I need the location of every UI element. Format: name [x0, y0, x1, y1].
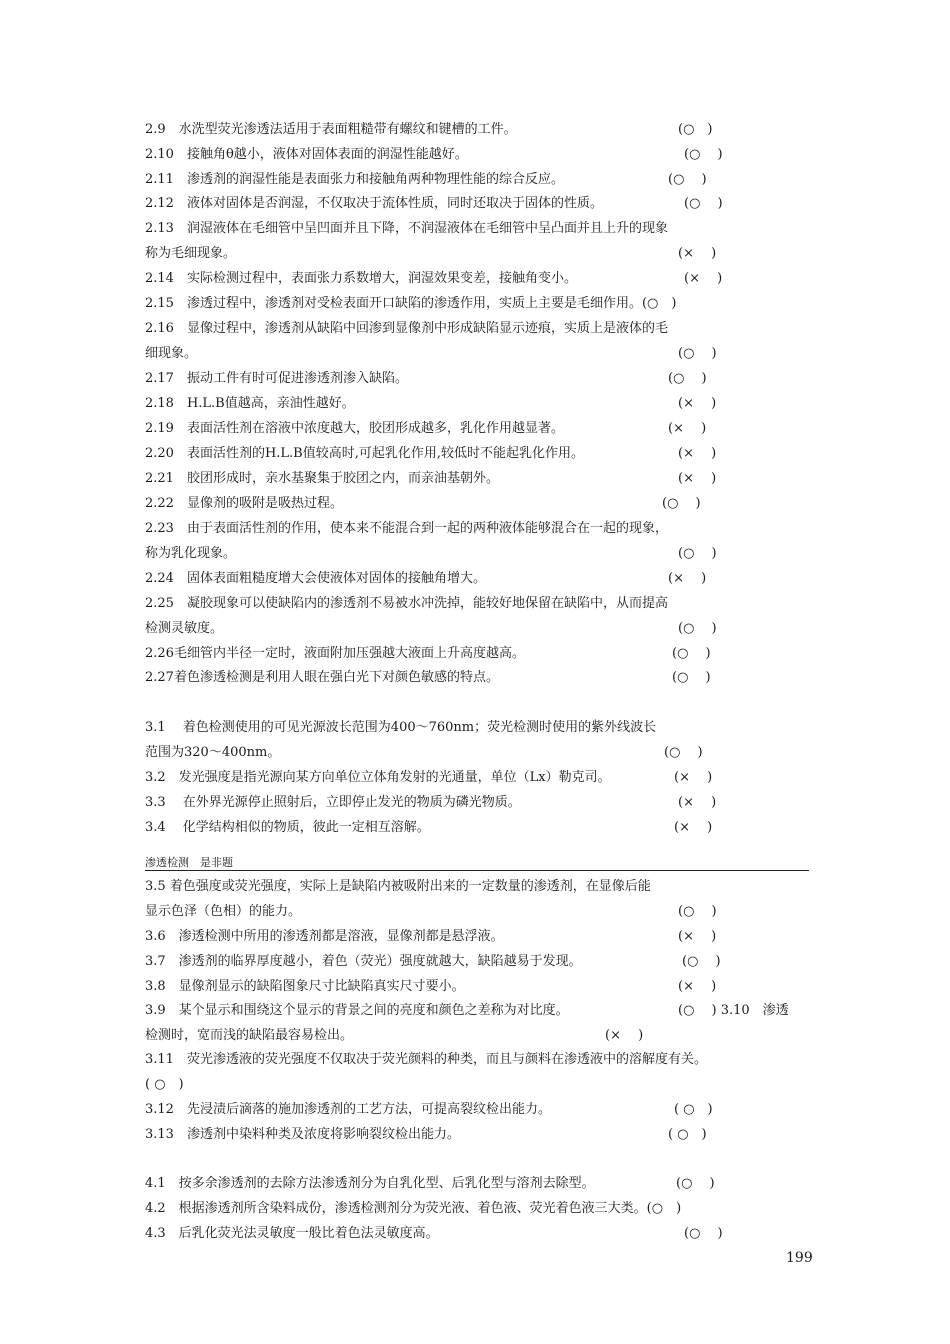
statement-text: 3.7 渗透剂的临界厚度越小，着色（荧光）强度就越大，缺陷越易于发现。 — [145, 954, 582, 969]
answer-mark: (○ ) 3.10 渗透 — [678, 1003, 789, 1018]
statement-text: 称为毛细现象。 — [145, 246, 237, 261]
answer-mark: (× ) — [678, 795, 717, 810]
answer-mark: (○ ) — [682, 954, 721, 969]
answer-mark: (× ) — [668, 571, 707, 586]
statement-text: 2.21 胶团形成时，亲水基聚集于胶团之内，而亲油基朝外。 — [145, 471, 499, 486]
statement-text: 3.8 显像剂显示的缺陷图象尺寸比缺陷真实尺寸要小。 — [145, 979, 465, 994]
header-rule — [145, 870, 809, 871]
answer-mark: (× ) — [678, 929, 717, 944]
answer-mark: (○ ) — [676, 1176, 715, 1191]
statement-text: 2.15 渗透过程中，渗透剂对受检表面开口缺陷的渗透作用，实质上主要是毛细作用。(○ ) — [145, 296, 677, 311]
statement-text: 2.9 水洗型荧光渗透法适用于表面粗糙带有螺纹和键槽的工件。 — [145, 122, 517, 137]
statement-text: 2.10 接触角θ越小，液体对固体表面的润湿性能越好。 — [145, 147, 468, 162]
answer-mark: (○ ) — [684, 1226, 723, 1241]
statement-text: 2.14 实际检测过程中，表面张力系数增大，润湿效果变差，接触角变小。 — [145, 271, 577, 286]
answer-mark: (○ ) — [672, 646, 711, 661]
statement-text: 检测时，宽而浅的缺陷最容易检出。 — [145, 1028, 354, 1043]
statement-text: 2.25 凝胶现象可以使缺陷内的渗透剂不易被水冲洗掉，能较好地保留在缺陷中，从而提高 — [145, 596, 668, 611]
answer-mark: (× ) — [678, 446, 717, 461]
statement-text: 3.6 渗透检测中所用的渗透剂都是溶液，显像剂都是悬浮液。 — [145, 929, 504, 944]
answer-mark: (× ) — [674, 820, 713, 835]
statement-text: 2.16 显像过程中，渗透剂从缺陷中回渗到显像剂中形成缺陷显示迹痕，实质上是液体的毛 — [145, 321, 668, 336]
answer-mark: (× ) — [674, 770, 713, 785]
answer-mark: (○ ) — [672, 670, 711, 685]
statement-text: 3.5 着色强度或荧光强度，实际上是缺陷内被吸附出来的一定数量的渗透剂，在显像后能 — [145, 879, 651, 894]
answer-mark: (× ) — [605, 1028, 644, 1043]
statement-text: 2.12 液体对固体是否润湿，不仅取决于流体性质，同时还取决于固体的性质。 — [145, 196, 603, 211]
statement-text: 3.1 着色检测使用的可见光源波长范围为400～760nm；荧光检测时使用的紫外线波长 — [145, 720, 657, 735]
statement-text: 称为乳化现象。 — [145, 546, 237, 561]
statement-text: 2.17 振动工件有时可促进渗透剂渗入缺陷。 — [145, 371, 408, 386]
statement-text: 4.2 根据渗透剂所含染料成份，渗透检测剂分为荧光液、着色液、荧光着色液三大类。(○ ) — [145, 1201, 682, 1216]
answer-mark: (× ) — [678, 396, 717, 411]
answer-mark: (○ ) — [678, 621, 717, 636]
statement-text: ( ○ ) — [145, 1077, 184, 1092]
statement-text: 2.26毛细管内半径一定时，液面附加压强越大液面上升高度越高。 — [145, 646, 525, 661]
answer-mark: (○ ) — [678, 122, 713, 137]
answer-mark: (○ ) — [662, 496, 701, 511]
answer-mark: (○ ) — [664, 745, 703, 760]
answer-mark: (○ ) — [668, 371, 707, 386]
statement-text: 2.27着色渗透检测是利用人眼在强白光下对颜色敏感的特点。 — [145, 670, 499, 685]
answer-mark: (○ ) — [668, 172, 707, 187]
statement-text: 3.12 先浸渍后滴落的施加渗透剂的工艺方法，可提高裂纹检出能力。 — [145, 1102, 551, 1117]
statement-text: 3.3 在外界光源停止照射后，立即停止发光的物质为磷光物质。 — [145, 795, 521, 810]
statement-text: 2.18 H.L.B值越高，亲油性越好。 — [145, 396, 355, 411]
statement-text: 3.2 发光强度是指光源向某方向单位立体角发射的光通量，单位（Lx）勒克司。 — [145, 770, 611, 785]
statement-text: 范围为320～400nm。 — [145, 745, 281, 760]
page-number: 199 — [786, 1250, 813, 1266]
answer-mark: ( ○ ) — [674, 1102, 713, 1117]
answer-mark: (○ ) — [678, 546, 717, 561]
statement-text: 4.3 后乳化荧光法灵敏度一般比着色法灵敏度高。 — [145, 1226, 439, 1241]
statement-text: 2.11 渗透剂的润湿性能是表面张力和接触角两种物理性能的综合反应。 — [145, 172, 564, 187]
statement-text: 细现象。 — [145, 346, 198, 361]
statement-text: 显示色泽（色相）的能力。 — [145, 904, 302, 919]
statement-text: 3.11 荧光渗透液的荧光强度不仅取决于荧光颜料的种类，而且与颜料在渗透液中的溶解度有关。 — [145, 1052, 707, 1067]
answer-mark: (○ ) — [684, 147, 723, 162]
answer-mark: (○ ) — [678, 346, 717, 361]
statement-text: 2.19 表面活性剂在溶液中浓度越大，胶团形成越多，乳化作用越显著。 — [145, 421, 564, 436]
statement-text: 2.20 表面活性剂的H.L.B值较高时,可起乳化作用,较低时不能起乳化作用。 — [145, 446, 584, 461]
statement-text: 3.13 渗透剂中染料种类及浓度将影响裂纹检出能力。 — [145, 1127, 460, 1142]
statement-text: 2.23 由于表面活性剂的作用，使本来不能混合到一起的两种液体能够混合在一起的现象， — [145, 521, 668, 536]
answer-mark: (× ) — [678, 471, 717, 486]
answer-mark: ( ○ ) — [668, 1127, 707, 1142]
answer-mark: (○ ) — [684, 196, 723, 211]
answer-mark: (× ) — [678, 979, 717, 994]
answer-mark: (× ) — [684, 271, 723, 286]
statement-text: 4.1 按多余渗透剂的去除方法渗透剂分为自乳化型、后乳化型与溶剂去除型。 — [145, 1176, 595, 1191]
statement-text: 2.13 润湿液体在毛细管中呈凹面并且下降，不润湿液体在毛细管中呈凸面并且上升的现象 — [145, 221, 668, 236]
answer-mark: (× ) — [668, 421, 707, 436]
statement-text: 2.22 显像剂的吸附是吸热过程。 — [145, 496, 343, 511]
statement-text: 3.4 化学结构相似的物质，彼此一定相互溶解。 — [145, 820, 430, 835]
answer-mark: (○ ) — [678, 904, 717, 919]
statement-text: 2.24 固体表面粗糙度增大会使液体对固体的接触角增大。 — [145, 571, 486, 586]
answer-mark: (× ) — [678, 246, 717, 261]
running-header: 渗透检测 是非题 — [145, 856, 233, 869]
statement-text: 3.9 某个显示和围绕这个显示的背景之间的亮度和颜色之差称为对比度。 — [145, 1003, 569, 1018]
statement-text: 检测灵敏度。 — [145, 621, 224, 636]
